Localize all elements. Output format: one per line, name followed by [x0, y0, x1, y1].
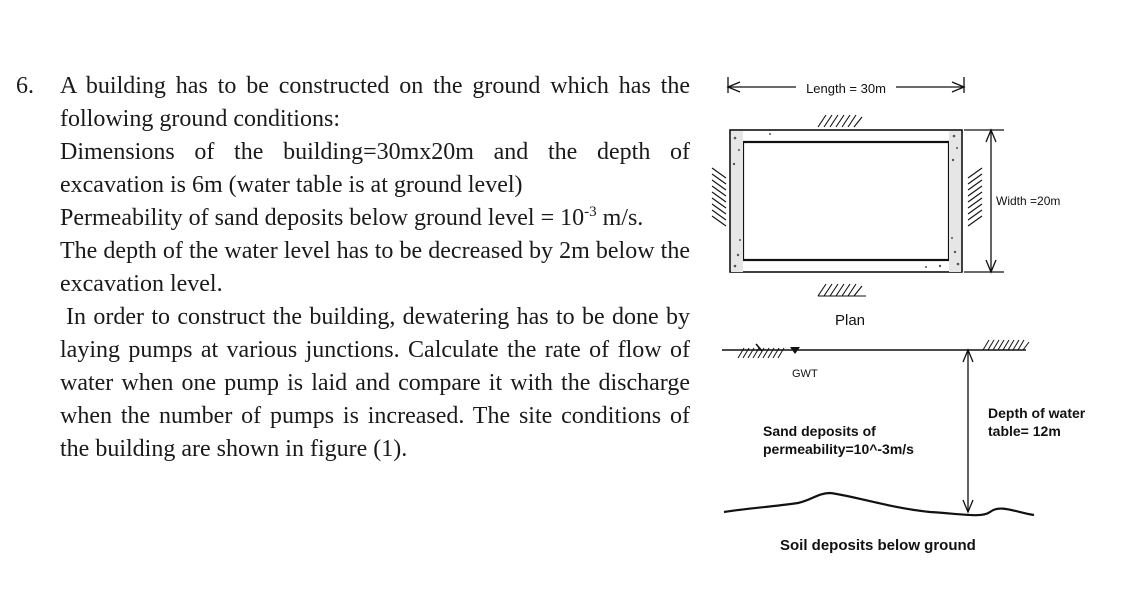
sand-label-line2: permeability=10^-3m/s [763, 441, 914, 457]
soil-boundary [724, 493, 1034, 515]
width-label: Width =20m [996, 194, 1061, 208]
plan-label: Plan [834, 312, 866, 329]
site-diagram [700, 60, 1120, 560]
question-permeability [60, 202, 690, 235]
building-outline [743, 142, 949, 260]
question-task: In order to construct the building, dewatering has to be done by laying pumps at various junctions. Calculate the rate of flow of water when one pump is laid and compare it with the discharge when the number of pumps is increased. The site conditions of the building are shown in figure (1). [60, 304, 690, 462]
hatch-left [712, 168, 726, 226]
question-intro: A building has to be constructed on the ground which has the following ground conditions: [60, 73, 690, 132]
site-figure [700, 60, 1120, 560]
sand-label-line1: Sand deposits of [763, 423, 876, 439]
excavation-outline [730, 130, 962, 272]
soil-label: Soil deposits below ground [780, 537, 976, 554]
question-dimensions: Dimensions of the building=30mx20m and the depth of excavation is 6m (water table is at ground level) [60, 139, 690, 198]
question-body [60, 70, 690, 466]
hatch-top [818, 115, 862, 127]
question-water-level: The depth of the water level has to be decreased by 2m below the excavation level. [60, 238, 690, 297]
depth-dimension [963, 350, 973, 512]
question-number: 6. [16, 73, 34, 99]
wall-fill [731, 131, 961, 272]
length-label: Length = 30m [806, 81, 886, 96]
permeability-unit: m/s. [602, 205, 644, 231]
depth-label-line2: table= 12m [988, 423, 1061, 439]
depth-label-line1: Depth of water [988, 405, 1086, 421]
hatch-right [968, 168, 982, 226]
permeability-exponent: -3 [584, 204, 597, 220]
ground-hatch-right [983, 340, 1029, 350]
permeability-text: Permeability of sand deposits below ground level = 10 [60, 205, 585, 231]
gwt-label: GWT [792, 368, 818, 380]
hatch-bottom [818, 284, 866, 296]
